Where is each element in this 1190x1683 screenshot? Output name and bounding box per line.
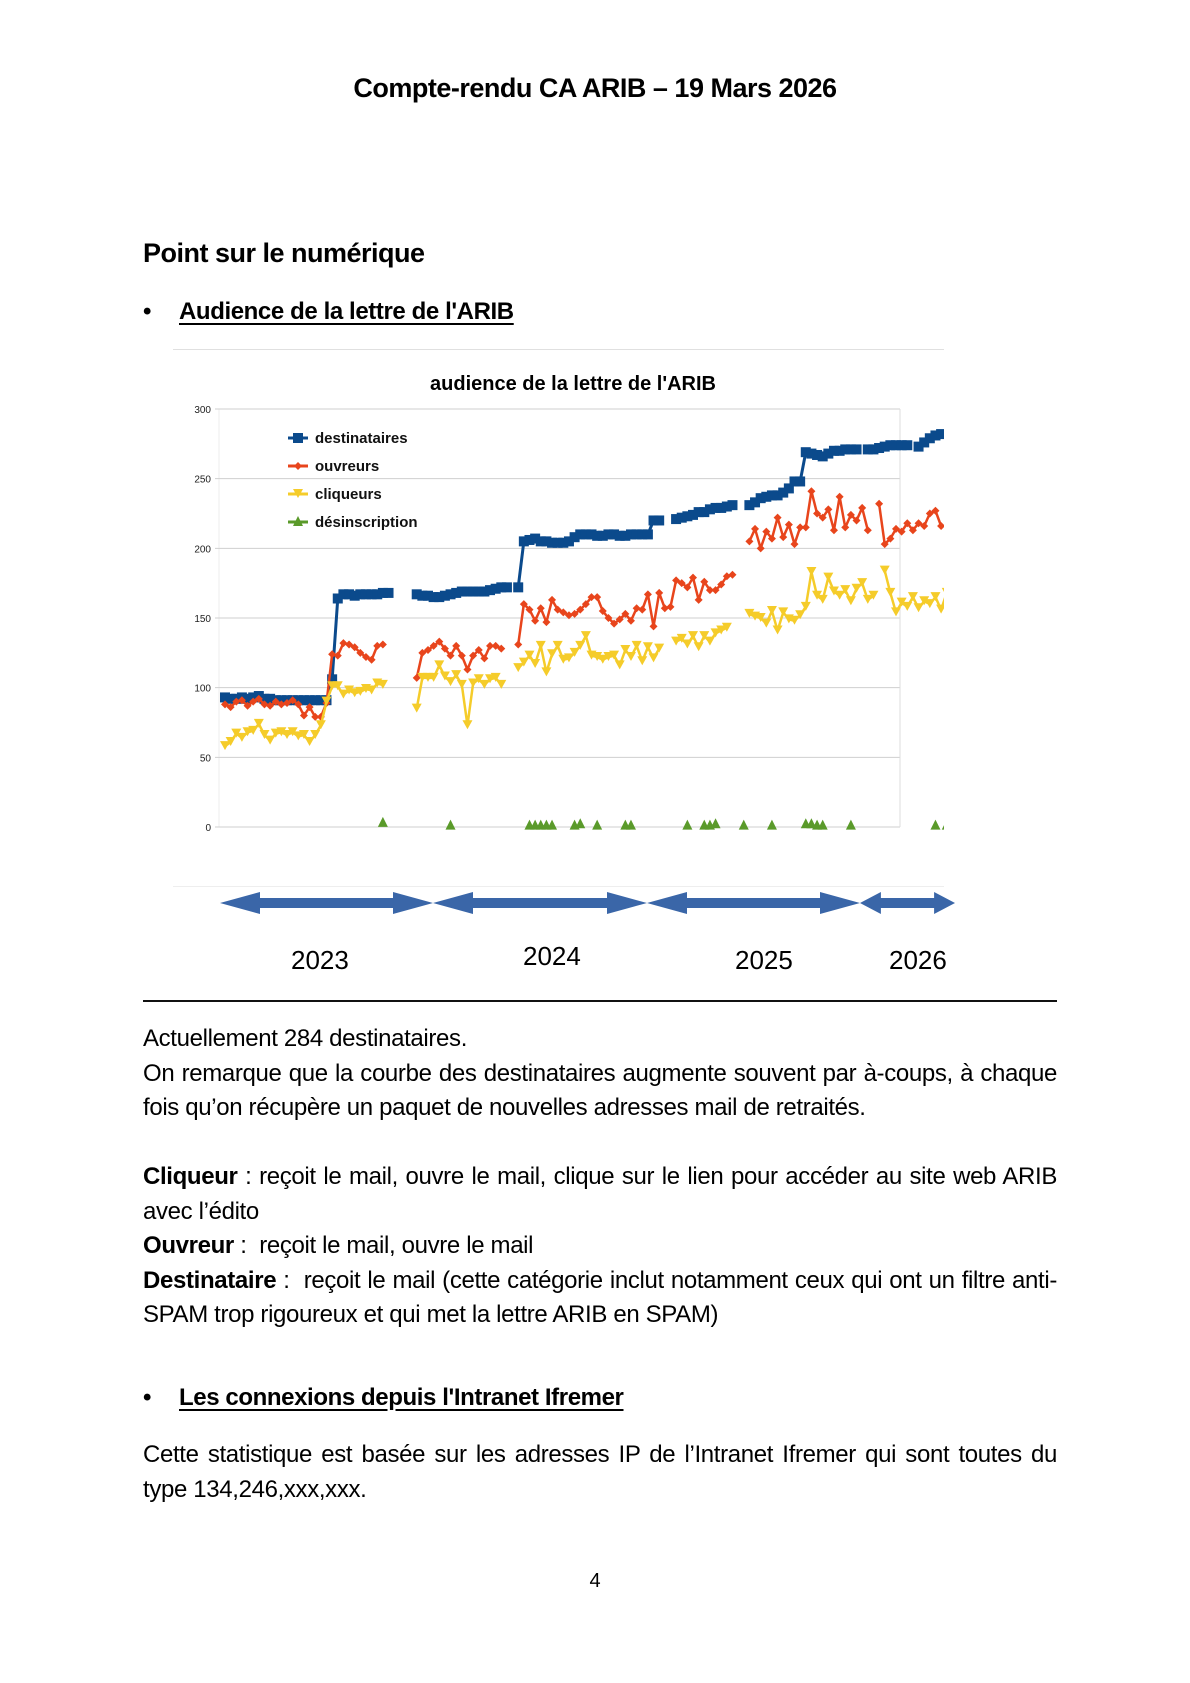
data-point xyxy=(852,584,862,593)
data-point xyxy=(694,642,704,651)
data-point xyxy=(633,604,641,612)
data-point xyxy=(846,596,856,605)
data-point xyxy=(220,741,230,750)
data-point xyxy=(293,433,303,443)
definition-destinataire xyxy=(143,1264,1057,1333)
double-arrow-icon xyxy=(220,892,433,914)
audience-chart xyxy=(173,349,944,886)
bullet-icon: • xyxy=(143,298,152,325)
data-point xyxy=(513,663,523,672)
year-label: 2025 xyxy=(735,945,793,975)
definition-text: reçoit le mail, ouvre le mail, clique sur le lien pour accéder au site web ARIB avec l’édito xyxy=(143,1163,1057,1225)
y-tick-label: 0 xyxy=(205,823,211,834)
definition-separator: : xyxy=(233,1232,260,1259)
data-point xyxy=(654,644,664,653)
data-point xyxy=(514,640,522,648)
data-point xyxy=(937,522,944,530)
data-point xyxy=(930,820,940,830)
data-point xyxy=(830,526,838,534)
data-point xyxy=(434,660,444,669)
data-point xyxy=(638,606,646,614)
data-point xyxy=(727,500,737,510)
data-point xyxy=(936,605,944,614)
data-point xyxy=(846,820,856,830)
bullet-heading-text: Audience de la lettre de l'ARIB xyxy=(179,298,514,325)
chart-title: audience de la lettre de l'ARIB xyxy=(430,373,716,395)
data-point xyxy=(728,571,736,579)
data-point xyxy=(688,631,698,640)
remark-text: On remarque que la courbe des destinataires augmente souvent par à-coups, à chaque fois qu’on récupère un paquet de nouvelles adresses mail de retraités. xyxy=(143,1059,1057,1121)
data-point xyxy=(835,591,845,600)
data-point xyxy=(513,582,523,592)
year-label: 2024 xyxy=(523,941,581,971)
chart-svg xyxy=(173,350,944,886)
data-point xyxy=(785,521,793,529)
chart-legend xyxy=(288,430,418,531)
data-point xyxy=(502,582,512,592)
data-point xyxy=(682,820,692,830)
data-point xyxy=(446,820,456,830)
data-point xyxy=(615,660,625,669)
data-point xyxy=(779,533,787,541)
definition-ouvreur xyxy=(143,1229,1057,1264)
y-tick-label: 300 xyxy=(194,405,211,416)
data-point xyxy=(914,603,924,612)
data-point xyxy=(841,523,849,531)
timeline-arrows xyxy=(215,885,975,925)
data-point xyxy=(575,818,585,828)
legend-label: ouvreurs xyxy=(315,458,380,475)
data-point xyxy=(739,820,749,830)
data-point xyxy=(823,573,833,582)
data-point xyxy=(338,690,348,699)
data-point xyxy=(875,500,883,508)
data-point xyxy=(801,602,811,611)
page-number: 4 xyxy=(589,1570,601,1592)
legend-label: cliqueurs xyxy=(315,486,382,503)
definition-term: Destinataire xyxy=(143,1266,277,1294)
y-tick-label: 150 xyxy=(194,614,211,625)
data-point xyxy=(682,639,692,648)
data-point xyxy=(774,514,782,522)
data-point xyxy=(643,642,653,651)
definition-term: Cliqueur xyxy=(143,1163,238,1190)
data-point xyxy=(592,820,602,830)
series-line xyxy=(518,575,732,645)
legend-label: destinataires xyxy=(315,430,408,447)
data-point xyxy=(942,588,944,597)
series-désinscription xyxy=(378,817,944,830)
data-point xyxy=(654,515,664,525)
year-label: 2026 xyxy=(889,945,947,975)
data-point xyxy=(666,603,674,611)
data-point xyxy=(530,659,540,668)
data-point xyxy=(661,604,669,612)
data-point xyxy=(553,641,563,650)
data-point xyxy=(593,593,601,601)
definition-separator: : xyxy=(237,1163,260,1190)
bullet-heading-text: Les connexions depuis l'Intranet Ifremer xyxy=(179,1384,624,1411)
bullet-icon: • xyxy=(143,1384,152,1411)
double-arrow-icon xyxy=(860,892,955,914)
data-point xyxy=(908,592,918,601)
data-point xyxy=(836,493,844,501)
data-point xyxy=(541,667,551,676)
data-point xyxy=(265,736,275,745)
double-arrow-icon xyxy=(433,892,647,914)
data-point xyxy=(711,818,721,828)
data-point xyxy=(705,637,715,646)
y-tick-label: 50 xyxy=(199,753,211,765)
data-point xyxy=(316,720,326,729)
data-point xyxy=(942,820,944,830)
y-axis-ticks xyxy=(194,405,211,834)
series-cliqueurs xyxy=(220,563,944,750)
data-point xyxy=(767,820,777,830)
legend-label: désinscription xyxy=(315,514,418,531)
data-point xyxy=(637,656,647,665)
horizontal-divider xyxy=(143,1000,1057,1002)
document-title: Compte-rendu CA ARIB – 19 Mars 2026 xyxy=(353,73,837,103)
data-point xyxy=(761,619,771,628)
data-point xyxy=(802,523,810,531)
y-tick-label: 200 xyxy=(194,544,211,556)
section-title: Point sur le numérique xyxy=(143,238,425,268)
bullet-heading-intranet xyxy=(143,1384,624,1412)
y-tick-label: 250 xyxy=(194,474,211,486)
data-point xyxy=(818,595,828,604)
legend-item xyxy=(288,430,408,447)
data-point xyxy=(649,653,659,662)
data-point xyxy=(373,642,381,650)
bullet-heading-audience xyxy=(143,298,514,326)
data-point xyxy=(863,595,873,604)
intranet-text: Cette statistique est basée sur les adresses IP de l’Intranet Ifremer qui sont toutes du type 134,246,xxx,xxx. xyxy=(143,1441,1057,1503)
data-point xyxy=(807,487,815,495)
data-point xyxy=(378,817,388,827)
data-point xyxy=(542,618,550,626)
data-point xyxy=(626,652,636,661)
y-tick-label: 100 xyxy=(194,683,211,695)
definition-text: reçoit le mail (cette catégorie inclut notamment ceux qui ont un filtre anti-SPAM trop rigoureux et qui met la lettre ARIB en SPAM) xyxy=(143,1266,1057,1328)
data-point xyxy=(463,666,471,674)
data-point xyxy=(650,622,658,630)
data-point xyxy=(643,529,653,539)
data-point xyxy=(791,540,799,548)
legend-item xyxy=(288,458,379,475)
year-timeline xyxy=(215,885,965,985)
data-point xyxy=(695,596,703,604)
definition-term: Ouvreur xyxy=(143,1232,234,1259)
data-point xyxy=(795,476,805,486)
data-point xyxy=(864,526,872,534)
data-point xyxy=(339,639,347,647)
data-point xyxy=(462,720,472,729)
data-point xyxy=(751,525,759,533)
data-point xyxy=(294,462,302,470)
data-point xyxy=(902,602,912,611)
data-point xyxy=(412,704,422,713)
data-point xyxy=(757,544,765,552)
legend-item xyxy=(288,486,382,503)
definition-cliqueur xyxy=(143,1160,1057,1229)
definitions xyxy=(143,1160,1057,1333)
data-point xyxy=(237,733,247,742)
audience-summary xyxy=(143,1022,1057,1126)
data-point xyxy=(885,588,895,597)
data-point xyxy=(581,631,591,640)
data-point xyxy=(936,429,944,439)
legend-item xyxy=(288,514,418,531)
data-point xyxy=(852,444,862,454)
data-point xyxy=(644,590,652,598)
data-point xyxy=(806,567,816,576)
data-point xyxy=(902,440,912,450)
year-label: 2023 xyxy=(291,945,349,975)
data-point xyxy=(655,589,663,597)
data-point xyxy=(446,677,456,686)
definition-text: reçoit le mail, ouvre le mail xyxy=(259,1232,534,1259)
data-point xyxy=(632,641,642,650)
definition-separator: : xyxy=(276,1266,304,1294)
data-point xyxy=(547,649,557,658)
double-arrow-icon xyxy=(647,892,860,914)
data-point xyxy=(767,606,777,615)
data-point xyxy=(536,641,546,650)
data-point xyxy=(880,566,890,575)
data-point xyxy=(305,737,315,746)
data-point xyxy=(773,626,783,635)
data-point xyxy=(384,588,394,598)
data-point xyxy=(858,504,866,512)
data-point xyxy=(468,678,478,687)
data-point xyxy=(745,537,753,545)
data-point xyxy=(379,640,387,648)
data-point xyxy=(537,604,545,612)
current-count-text: Actuellement 284 destinataires. xyxy=(143,1025,468,1052)
